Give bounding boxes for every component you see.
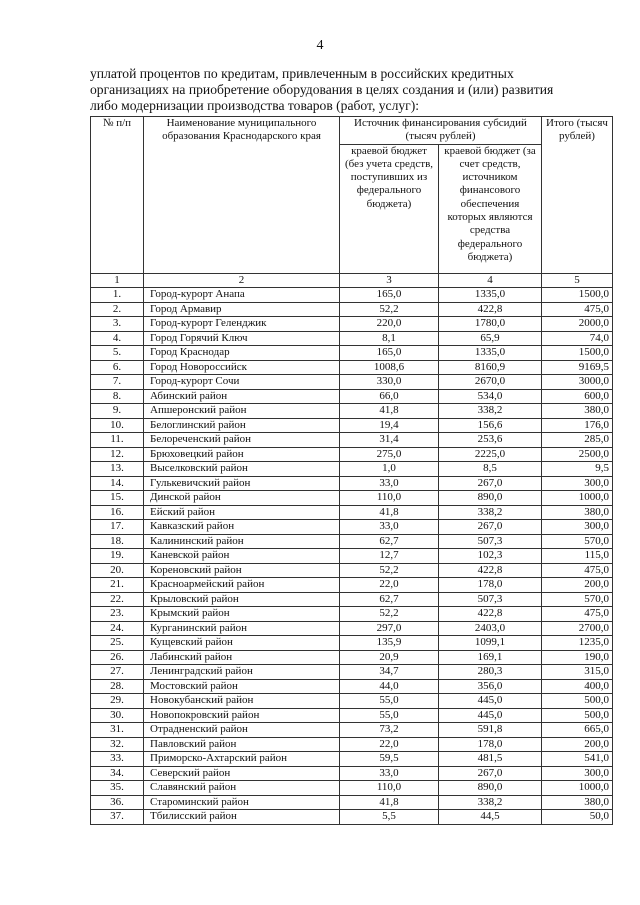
table-row: [91, 462, 613, 477]
federal-funded: 338,2: [439, 795, 542, 810]
municipality-name: Красноармейский район: [144, 578, 340, 593]
federal-funded: 1335,0: [439, 288, 542, 303]
row-total: 380,0: [542, 505, 613, 520]
row-num: 6.: [91, 360, 144, 375]
row-total: 300,0: [542, 766, 613, 781]
federal-funded: 2403,0: [439, 621, 542, 636]
row-total: 315,0: [542, 665, 613, 680]
table-row: [91, 665, 613, 680]
table-row: [91, 723, 613, 738]
federal-funded: 591,8: [439, 723, 542, 738]
row-num: 4.: [91, 331, 144, 346]
municipality-name: Калининский район: [144, 534, 340, 549]
federal-funded: 1780,0: [439, 317, 542, 332]
municipality-name: Город Новороссийск: [144, 360, 340, 375]
row-num: 29.: [91, 694, 144, 709]
row-num: 7.: [91, 375, 144, 390]
municipality-name: Староминский район: [144, 795, 340, 810]
table-row: [91, 534, 613, 549]
table-row: [91, 752, 613, 767]
header-name: Наименование муниципального образования Краснодарского края: [144, 117, 340, 274]
row-total: 190,0: [542, 650, 613, 665]
table-row: [91, 578, 613, 593]
regional-budget: 110,0: [340, 491, 439, 506]
row-num: 18.: [91, 534, 144, 549]
municipality-name: Ейский район: [144, 505, 340, 520]
row-num: 32.: [91, 737, 144, 752]
table-row: [91, 331, 613, 346]
municipality-name: Город-курорт Сочи: [144, 375, 340, 390]
regional-budget: 52,2: [340, 302, 439, 317]
municipality-name: Город-курорт Геленджик: [144, 317, 340, 332]
table-row: [91, 607, 613, 622]
regional-budget: 55,0: [340, 708, 439, 723]
row-num: 17.: [91, 520, 144, 535]
regional-budget: 41,8: [340, 404, 439, 419]
municipality-name: Гулькевичский район: [144, 476, 340, 491]
row-num: 5.: [91, 346, 144, 361]
table-row: [91, 505, 613, 520]
municipality-name: Тбилисский район: [144, 810, 340, 825]
regional-budget: 22,0: [340, 737, 439, 752]
row-total: 3000,0: [542, 375, 613, 390]
federal-funded: 422,8: [439, 563, 542, 578]
municipality-name: Курганинский район: [144, 621, 340, 636]
federal-funded: 8160,9: [439, 360, 542, 375]
intro-line-2: организациях на приобретение оборудования в целях создания и (или) развития: [90, 82, 554, 97]
federal-funded: 178,0: [439, 737, 542, 752]
row-num: 25.: [91, 636, 144, 651]
row-total: 1500,0: [542, 288, 613, 303]
row-num: 31.: [91, 723, 144, 738]
municipality-name: Крыловский район: [144, 592, 340, 607]
row-num: 23.: [91, 607, 144, 622]
row-total: 1000,0: [542, 491, 613, 506]
municipality-name: Новопокровский район: [144, 708, 340, 723]
table-row: [91, 766, 613, 781]
row-total: 176,0: [542, 418, 613, 433]
federal-funded: 44,5: [439, 810, 542, 825]
intro-line-3: либо модернизации производства товаров (работ, услуг):: [90, 98, 420, 113]
row-total: 1500,0: [542, 346, 613, 361]
regional-budget: 12,7: [340, 549, 439, 564]
row-num: 36.: [91, 795, 144, 810]
row-total: 380,0: [542, 404, 613, 419]
federal-funded: 890,0: [439, 491, 542, 506]
regional-budget: 44,0: [340, 679, 439, 694]
table-row: [91, 549, 613, 564]
row-total: 475,0: [542, 563, 613, 578]
table-row: [91, 650, 613, 665]
table-row: [91, 563, 613, 578]
regional-budget: 110,0: [340, 781, 439, 796]
row-total: 665,0: [542, 723, 613, 738]
header-colnum-3: 3: [340, 273, 439, 288]
row-total: 500,0: [542, 694, 613, 709]
row-total: 2500,0: [542, 447, 613, 462]
federal-funded: 2670,0: [439, 375, 542, 390]
municipality-name: Абинский район: [144, 389, 340, 404]
federal-funded: 356,0: [439, 679, 542, 694]
federal-funded: 507,3: [439, 534, 542, 549]
row-total: 570,0: [542, 534, 613, 549]
row-total: 570,0: [542, 592, 613, 607]
municipality-name: Приморско-Ахтарский район: [144, 752, 340, 767]
municipality-name: Белореченский район: [144, 433, 340, 448]
municipality-name: Брюховецкий район: [144, 447, 340, 462]
federal-funded: 422,8: [439, 302, 542, 317]
federal-funded: 534,0: [439, 389, 542, 404]
row-total: 2700,0: [542, 621, 613, 636]
header-num: № п/п: [91, 117, 144, 274]
row-num: 21.: [91, 578, 144, 593]
row-num: 34.: [91, 766, 144, 781]
table-row: [91, 621, 613, 636]
municipality-name: Мостовский район: [144, 679, 340, 694]
row-total: 300,0: [542, 476, 613, 491]
federal-funded: 507,3: [439, 592, 542, 607]
federal-funded: 481,5: [439, 752, 542, 767]
table-row: [91, 404, 613, 419]
federal-funded: 267,0: [439, 520, 542, 535]
regional-budget: 5,5: [340, 810, 439, 825]
row-num: 35.: [91, 781, 144, 796]
row-num: 3.: [91, 317, 144, 332]
table-row: [91, 810, 613, 825]
regional-budget: 41,8: [340, 505, 439, 520]
table-row: [91, 288, 613, 303]
row-total: 50,0: [542, 810, 613, 825]
table-row: [91, 491, 613, 506]
regional-budget: 135,9: [340, 636, 439, 651]
table-body: [91, 288, 613, 825]
row-num: 28.: [91, 679, 144, 694]
row-total: 600,0: [542, 389, 613, 404]
table-row: [91, 737, 613, 752]
municipality-name: Апшеронский район: [144, 404, 340, 419]
federal-funded: 102,3: [439, 549, 542, 564]
table-row: [91, 476, 613, 491]
federal-funded: 2225,0: [439, 447, 542, 462]
municipality-name: Город Краснодар: [144, 346, 340, 361]
regional-budget: 34,7: [340, 665, 439, 680]
row-num: 15.: [91, 491, 144, 506]
table-row: [91, 447, 613, 462]
table-row: [91, 360, 613, 375]
row-total: 200,0: [542, 578, 613, 593]
table-row: [91, 592, 613, 607]
header-colnum-1: 1: [91, 273, 144, 288]
row-num: 24.: [91, 621, 144, 636]
regional-budget: 297,0: [340, 621, 439, 636]
table-row: [91, 418, 613, 433]
regional-budget: 33,0: [340, 520, 439, 535]
intro-paragraph: [90, 66, 614, 114]
table-row: [91, 781, 613, 796]
municipality-name: Город Армавир: [144, 302, 340, 317]
header-total: Итого (тысяч рублей): [542, 117, 613, 274]
header-regional-budget: краевой бюджет (без учета средств, поступивших из федерального бюджета): [340, 144, 439, 273]
municipality-name: Город-курорт Анапа: [144, 288, 340, 303]
municipality-name: Динской район: [144, 491, 340, 506]
row-num: 33.: [91, 752, 144, 767]
regional-budget: 220,0: [340, 317, 439, 332]
regional-budget: 52,2: [340, 563, 439, 578]
header-colnum-5: 5: [542, 273, 613, 288]
municipality-name: Ленинградский район: [144, 665, 340, 680]
table-row: [91, 433, 613, 448]
row-total: 380,0: [542, 795, 613, 810]
federal-funded: 65,9: [439, 331, 542, 346]
header-colnum-2: 2: [144, 273, 340, 288]
row-num: 16.: [91, 505, 144, 520]
subsidy-table: [90, 116, 613, 825]
row-total: 475,0: [542, 607, 613, 622]
header-federal-source: краевой бюджет (за счет средств, источником финансового обеспечения которых являются средства федерального бюджета): [439, 144, 542, 273]
header-source: Источник финансирования субсидий (тысяч рублей): [340, 117, 542, 145]
row-num: 9.: [91, 404, 144, 419]
regional-budget: 41,8: [340, 795, 439, 810]
row-num: 27.: [91, 665, 144, 680]
regional-budget: 73,2: [340, 723, 439, 738]
regional-budget: 66,0: [340, 389, 439, 404]
municipality-name: Павловский район: [144, 737, 340, 752]
regional-budget: 62,7: [340, 534, 439, 549]
table-row: [91, 389, 613, 404]
municipality-name: Кущевский район: [144, 636, 340, 651]
regional-budget: 22,0: [340, 578, 439, 593]
row-total: 74,0: [542, 331, 613, 346]
municipality-name: Каневской район: [144, 549, 340, 564]
table-row: [91, 302, 613, 317]
regional-budget: 59,5: [340, 752, 439, 767]
federal-funded: 1335,0: [439, 346, 542, 361]
municipality-name: Город Горячий Ключ: [144, 331, 340, 346]
table-row: [91, 679, 613, 694]
municipality-name: Отрадненский район: [144, 723, 340, 738]
federal-funded: 1099,1: [439, 636, 542, 651]
row-total: 285,0: [542, 433, 613, 448]
federal-funded: 280,3: [439, 665, 542, 680]
row-num: 14.: [91, 476, 144, 491]
regional-budget: 275,0: [340, 447, 439, 462]
regional-budget: 19,4: [340, 418, 439, 433]
regional-budget: 165,0: [340, 346, 439, 361]
row-num: 2.: [91, 302, 144, 317]
row-num: 11.: [91, 433, 144, 448]
row-num: 22.: [91, 592, 144, 607]
row-total: 2000,0: [542, 317, 613, 332]
municipality-name: Северский район: [144, 766, 340, 781]
row-total: 400,0: [542, 679, 613, 694]
regional-budget: 55,0: [340, 694, 439, 709]
regional-budget: 31,4: [340, 433, 439, 448]
municipality-name: Славянский район: [144, 781, 340, 796]
row-total: 300,0: [542, 520, 613, 535]
table-row: [91, 795, 613, 810]
row-total: 1235,0: [542, 636, 613, 651]
federal-funded: 890,0: [439, 781, 542, 796]
table-row: [91, 708, 613, 723]
federal-funded: 267,0: [439, 476, 542, 491]
row-num: 30.: [91, 708, 144, 723]
federal-funded: 253,6: [439, 433, 542, 448]
federal-funded: 8,5: [439, 462, 542, 477]
row-total: 115,0: [542, 549, 613, 564]
municipality-name: Кавказский район: [144, 520, 340, 535]
federal-funded: 267,0: [439, 766, 542, 781]
row-num: 13.: [91, 462, 144, 477]
federal-funded: 156,6: [439, 418, 542, 433]
row-total: 541,0: [542, 752, 613, 767]
municipality-name: Выселковский район: [144, 462, 340, 477]
federal-funded: 422,8: [439, 607, 542, 622]
row-num: 19.: [91, 549, 144, 564]
federal-funded: 178,0: [439, 578, 542, 593]
intro-line-1: уплатой процентов по кредитам, привлеченным в российских кредитных: [90, 66, 514, 81]
row-total: 1000,0: [542, 781, 613, 796]
row-total: 500,0: [542, 708, 613, 723]
row-total: 9169,5: [542, 360, 613, 375]
federal-funded: 445,0: [439, 708, 542, 723]
regional-budget: 52,2: [340, 607, 439, 622]
regional-budget: 20,9: [340, 650, 439, 665]
page-number: 4: [316, 38, 324, 53]
regional-budget: 330,0: [340, 375, 439, 390]
row-total: 200,0: [542, 737, 613, 752]
table-row: [91, 636, 613, 651]
row-num: 37.: [91, 810, 144, 825]
row-num: 26.: [91, 650, 144, 665]
municipality-name: Новокубанский район: [144, 694, 340, 709]
regional-budget: 1008,6: [340, 360, 439, 375]
table-row: [91, 317, 613, 332]
federal-funded: 338,2: [439, 505, 542, 520]
regional-budget: 165,0: [340, 288, 439, 303]
municipality-name: Кореновский район: [144, 563, 340, 578]
municipality-name: Лабинский район: [144, 650, 340, 665]
federal-funded: 169,1: [439, 650, 542, 665]
table-header: [91, 117, 613, 288]
row-num: 8.: [91, 389, 144, 404]
row-num: 20.: [91, 563, 144, 578]
federal-funded: 338,2: [439, 404, 542, 419]
municipality-name: Белоглинский район: [144, 418, 340, 433]
row-num: 12.: [91, 447, 144, 462]
table-row: [91, 694, 613, 709]
regional-budget: 33,0: [340, 476, 439, 491]
table-row: [91, 346, 613, 361]
table-row: [91, 375, 613, 390]
row-num: 1.: [91, 288, 144, 303]
table-row: [91, 520, 613, 535]
row-total: 475,0: [542, 302, 613, 317]
regional-budget: 62,7: [340, 592, 439, 607]
federal-funded: 445,0: [439, 694, 542, 709]
regional-budget: 33,0: [340, 766, 439, 781]
regional-budget: 8,1: [340, 331, 439, 346]
row-num: 10.: [91, 418, 144, 433]
regional-budget: 1,0: [340, 462, 439, 477]
row-total: 9,5: [542, 462, 613, 477]
header-colnum-4: 4: [439, 273, 542, 288]
municipality-name: Крымский район: [144, 607, 340, 622]
